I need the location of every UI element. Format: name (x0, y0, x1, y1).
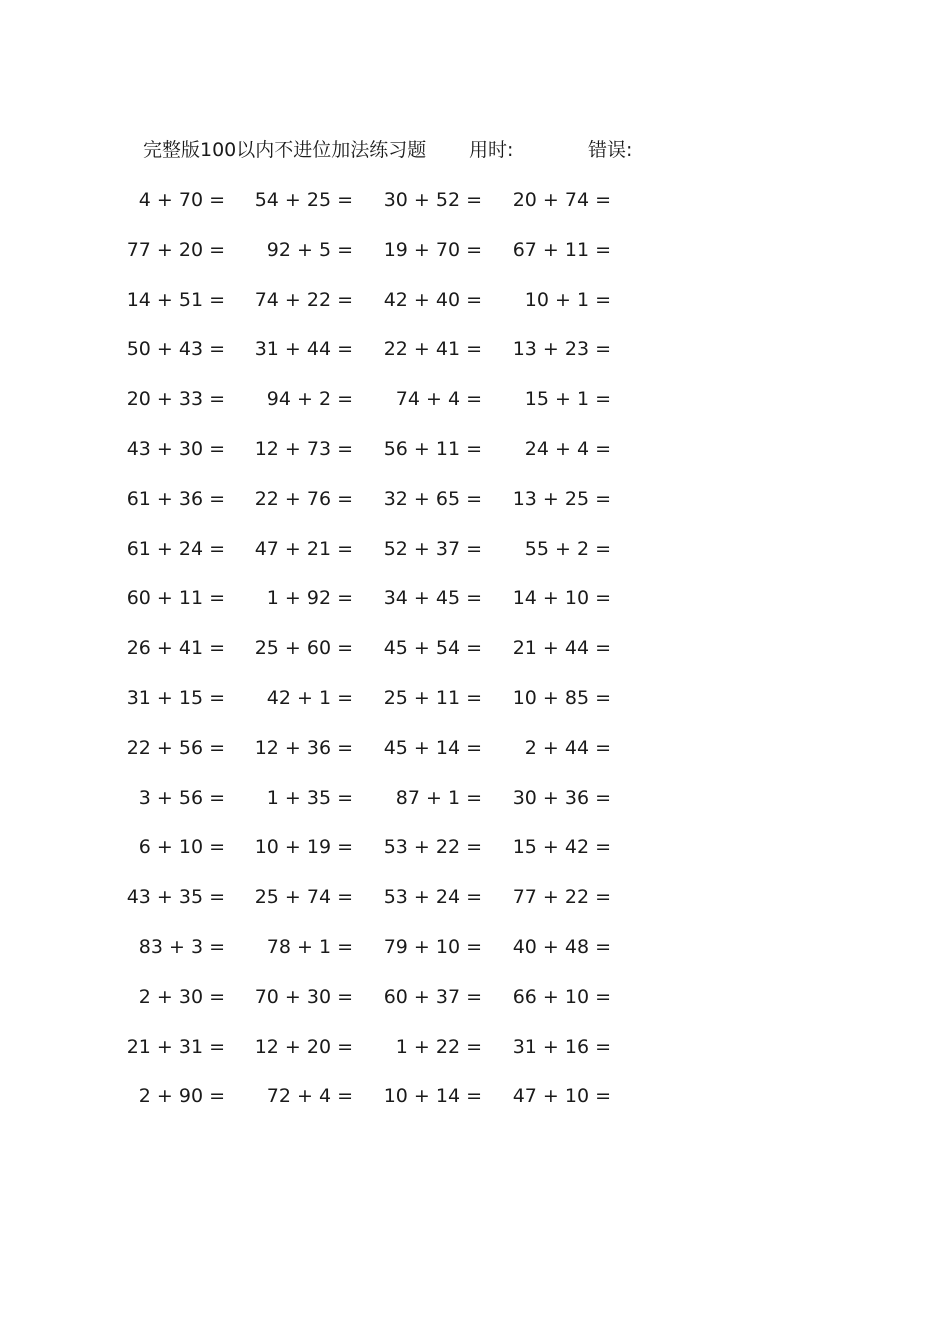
addition-problem: 25 + 60 = (254, 637, 353, 660)
addition-problem: 43 + 35 = (126, 886, 225, 909)
addition-problem: 30 + 52 = (383, 189, 482, 211)
addition-problem: 78 + 1 = (266, 935, 353, 958)
addition-problem: 50 + 43 = (126, 338, 225, 361)
addition-problem: 56 + 11 = (383, 437, 482, 460)
addition-problem: 10 + 14 = (383, 1085, 482, 1108)
addition-problem: 25 + 11 = (383, 686, 482, 709)
addition-problem: 12 + 20 = (254, 1035, 353, 1058)
problem-row (0, 832, 950, 882)
addition-problem: 79 + 10 = (383, 935, 482, 958)
addition-problem: 77 + 22 = (512, 886, 611, 909)
addition-problem: 3 + 56 = (138, 786, 225, 809)
problem-row (0, 384, 950, 434)
addition-problem: 10 + 1 = (524, 288, 611, 311)
addition-problem: 31 + 16 = (512, 1035, 611, 1058)
addition-problem: 15 + 1 = (524, 388, 611, 411)
problem-row (0, 783, 950, 833)
addition-problem: 92 + 5 = (266, 238, 353, 261)
addition-problem: 52 + 37 = (383, 537, 482, 560)
addition-problem: 40 + 48 = (512, 935, 611, 958)
addition-problem: 22 + 41 = (383, 338, 482, 361)
addition-problem: 31 + 15 = (126, 686, 225, 709)
addition-problem: 47 + 21 = (254, 537, 353, 560)
addition-problem: 14 + 51 = (126, 288, 225, 311)
addition-problem: 21 + 44 = (512, 637, 611, 660)
addition-problem: 2 + 30 = (138, 985, 225, 1008)
addition-problem: 43 + 30 = (126, 437, 225, 460)
addition-problem: 13 + 23 = (512, 338, 611, 361)
addition-problem: 54 + 25 = (254, 189, 353, 211)
addition-problem: 1 + 35 = (266, 786, 353, 809)
addition-problem: 47 + 10 = (512, 1085, 611, 1108)
addition-problem: 53 + 24 = (383, 886, 482, 909)
addition-problem: 61 + 36 = (126, 487, 225, 510)
addition-problem: 32 + 65 = (383, 487, 482, 510)
addition-problem: 13 + 25 = (512, 487, 611, 510)
addition-problem: 55 + 2 = (524, 537, 611, 560)
addition-problem: 10 + 19 = (254, 836, 353, 859)
problem-row (0, 434, 950, 484)
addition-problem: 60 + 11 = (126, 587, 225, 610)
addition-problem: 45 + 54 = (383, 637, 482, 660)
addition-problem: 20 + 33 = (126, 388, 225, 411)
time-label: 用时: (469, 139, 514, 161)
problem-row (0, 932, 950, 982)
addition-problem: 22 + 76 = (254, 487, 353, 510)
addition-problem: 1 + 92 = (266, 587, 353, 610)
addition-problem: 2 + 90 = (138, 1085, 225, 1108)
addition-problem: 25 + 74 = (254, 886, 353, 909)
worksheet-title: 完整版100以内不进位加法练习题 (143, 139, 427, 161)
addition-problem: 61 + 24 = (126, 537, 225, 560)
addition-problem: 20 + 74 = (512, 189, 611, 211)
problem-row (0, 285, 950, 335)
problem-row (0, 683, 950, 733)
addition-problem: 24 + 4 = (524, 437, 611, 460)
addition-problem: 66 + 10 = (512, 985, 611, 1008)
problem-row (0, 982, 950, 1032)
addition-problem: 67 + 11 = (512, 238, 611, 261)
problem-grid (0, 185, 950, 1131)
addition-problem: 22 + 56 = (126, 736, 225, 759)
addition-problem: 1 + 22 = (395, 1035, 482, 1058)
addition-problem: 14 + 10 = (512, 587, 611, 610)
addition-problem: 87 + 1 = (395, 786, 482, 809)
problem-row (0, 633, 950, 683)
addition-problem: 34 + 45 = (383, 587, 482, 610)
problem-row (0, 1032, 950, 1082)
addition-problem: 70 + 30 = (254, 985, 353, 1008)
addition-problem: 83 + 3 = (138, 935, 225, 958)
problem-row (0, 534, 950, 584)
addition-problem: 21 + 31 = (126, 1035, 225, 1058)
addition-problem: 10 + 85 = (512, 686, 611, 709)
addition-problem: 53 + 22 = (383, 836, 482, 859)
addition-problem: 74 + 22 = (254, 288, 353, 311)
problem-row (0, 185, 950, 235)
problem-row (0, 334, 950, 384)
addition-problem: 26 + 41 = (126, 637, 225, 660)
problem-row (0, 733, 950, 783)
problem-row (0, 1081, 950, 1131)
addition-problem: 12 + 36 = (254, 736, 353, 759)
addition-problem: 19 + 70 = (383, 238, 482, 261)
addition-problem: 94 + 2 = (266, 388, 353, 411)
addition-problem: 42 + 40 = (383, 288, 482, 311)
problem-row (0, 882, 950, 932)
addition-problem: 2 + 44 = (524, 736, 611, 759)
addition-problem: 30 + 36 = (512, 786, 611, 809)
problem-row (0, 484, 950, 534)
addition-problem: 6 + 10 = (138, 836, 225, 859)
addition-problem: 77 + 20 = (126, 238, 225, 261)
problem-row (0, 583, 950, 633)
addition-problem: 72 + 4 = (266, 1085, 353, 1108)
addition-problem: 74 + 4 = (395, 388, 482, 411)
error-label: 错误: (588, 139, 633, 161)
worksheet-header (143, 136, 703, 164)
addition-problem: 4 + 70 = (138, 189, 225, 211)
addition-problem: 12 + 73 = (254, 437, 353, 460)
problem-row (0, 235, 950, 285)
addition-problem: 42 + 1 = (266, 686, 353, 709)
addition-problem: 15 + 42 = (512, 836, 611, 859)
addition-problem: 45 + 14 = (383, 736, 482, 759)
addition-problem: 60 + 37 = (383, 985, 482, 1008)
addition-problem: 31 + 44 = (254, 338, 353, 361)
